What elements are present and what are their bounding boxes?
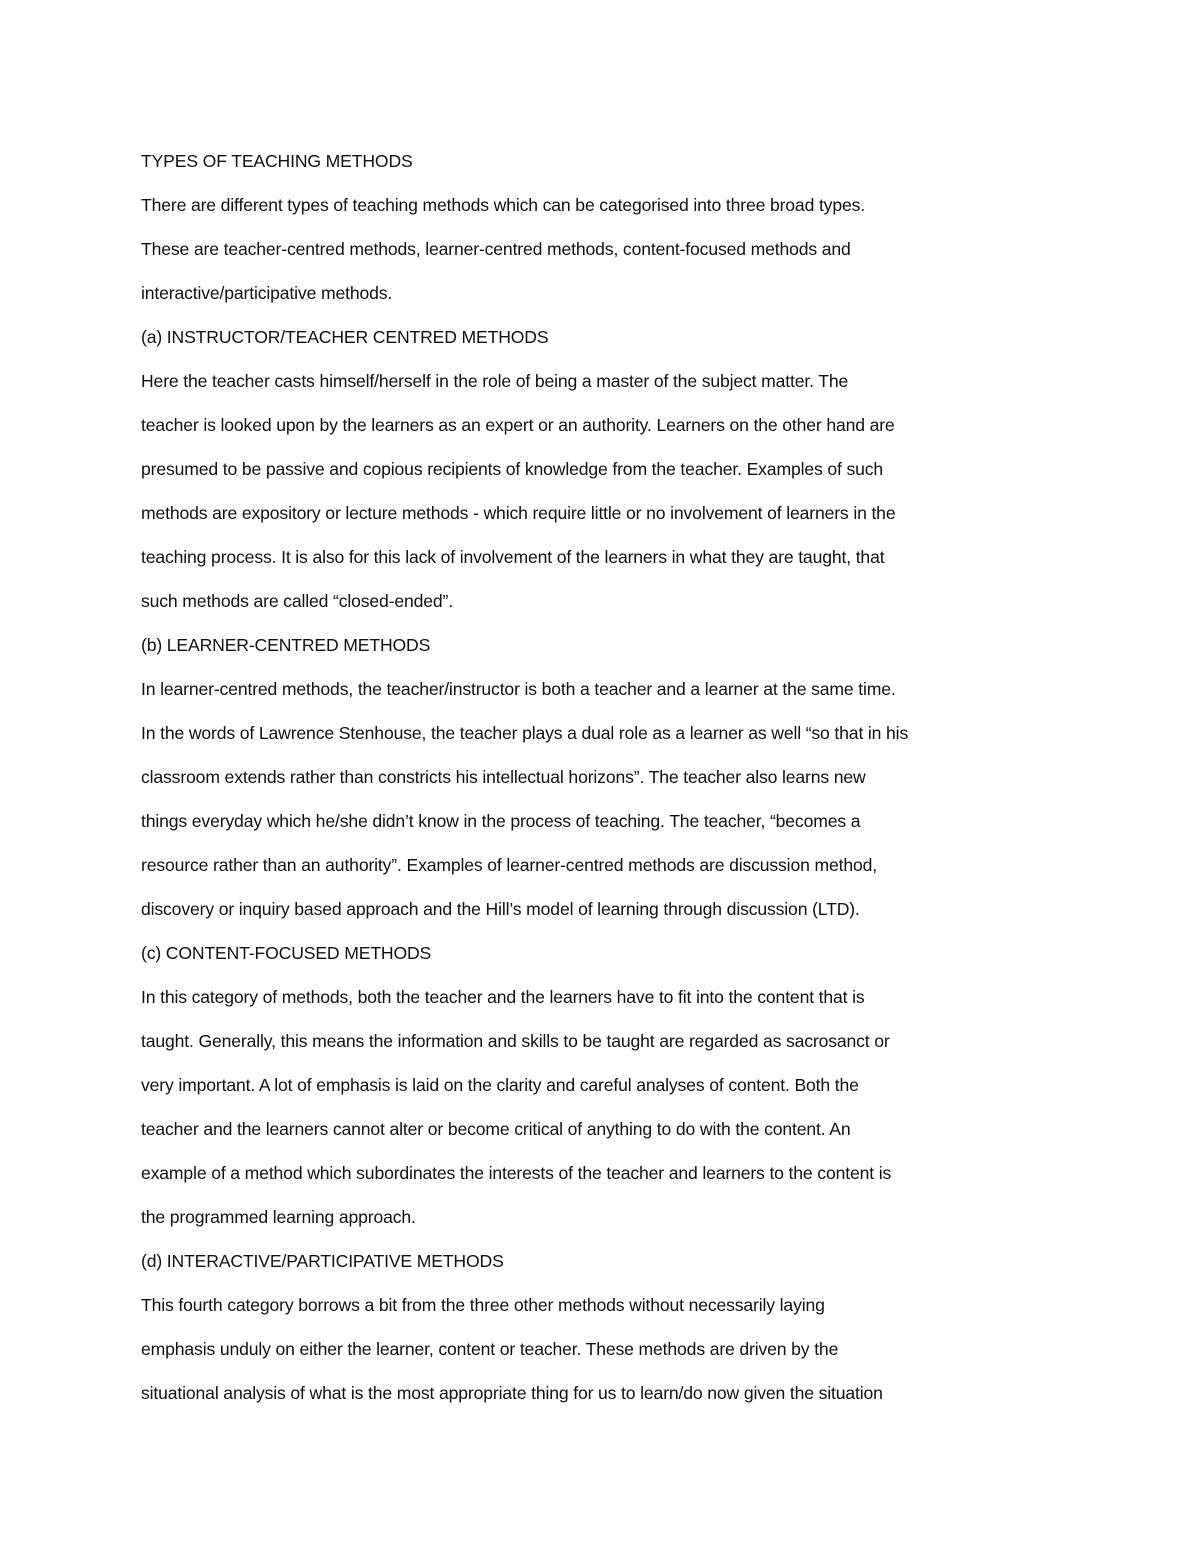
text-line: classroom extends rather than constricts his intellectual horizons”. The teacher also learns new [141, 767, 866, 787]
section-heading-b: (b) LEARNER-CENTRED METHODS [141, 635, 431, 655]
text-line: resource rather than an authority”. Examples of learner-centred methods are discussion method, [141, 855, 877, 875]
document-title: TYPES OF TEACHING METHODS [141, 151, 413, 171]
section-heading-c: (c) CONTENT-FOCUSED METHODS [141, 943, 432, 963]
text-line: example of a method which subordinates the interests of the teacher and learners to the content is [141, 1163, 892, 1183]
section-heading-a: (a) INSTRUCTOR/TEACHER CENTRED METHODS [141, 327, 549, 347]
text-line: emphasis unduly on either the learner, content or teacher. These methods are driven by the [141, 1339, 839, 1359]
text-line: In learner-centred methods, the teacher/instructor is both a teacher and a learner at the same time. [141, 679, 896, 699]
text-line: Here the teacher casts himself/herself in the role of being a master of the subject matter. The [141, 371, 849, 391]
section-heading-d: (d) INTERACTIVE/PARTICIPATIVE METHODS [141, 1251, 504, 1271]
text-line: There are different types of teaching methods which can be categorised into three broad types. [141, 195, 865, 215]
text-line: things everyday which he/she didn’t know in the process of teaching. The teacher, “becomes a [141, 811, 861, 831]
text-line: situational analysis of what is the most appropriate thing for us to learn/do now given the situation [141, 1383, 883, 1403]
text-line: In this category of methods, both the teacher and the learners have to fit into the content that is [141, 987, 865, 1007]
text-line: presumed to be passive and copious recipients of knowledge from the teacher. Examples of such [141, 459, 884, 479]
text-line: This fourth category borrows a bit from the three other methods without necessarily laying [141, 1295, 825, 1315]
text-line: teacher and the learners cannot alter or become critical of anything to do with the content. An [141, 1119, 851, 1139]
text-line: methods are expository or lecture methods - which require little or no involvement of learners in the [141, 503, 896, 523]
text-line: interactive/participative methods. [141, 283, 393, 303]
text-line: discovery or inquiry based approach and the Hill’s model of learning through discussion (LTD). [141, 899, 860, 919]
text-line: taught. Generally, this means the information and skills to be taught are regarded as sacrosanct or [141, 1031, 890, 1051]
text-line: teacher is looked upon by the learners as an expert or an authority. Learners on the other hand are [141, 415, 895, 435]
document-body [141, 139, 1041, 1415]
text-line: very important. A lot of emphasis is laid on the clarity and careful analyses of content. Both the [141, 1075, 859, 1095]
text-line: teaching process. It is also for this lack of involvement of the learners in what they are taught, that [141, 547, 885, 567]
text-line: These are teacher-centred methods, learner-centred methods, content-focused methods and [141, 239, 851, 259]
text-line: such methods are called “closed-ended”. [141, 591, 453, 611]
text-line: In the words of Lawrence Stenhouse, the teacher plays a dual role as a learner as well “so that in his [141, 723, 909, 743]
text-line: the programmed learning approach. [141, 1207, 416, 1227]
